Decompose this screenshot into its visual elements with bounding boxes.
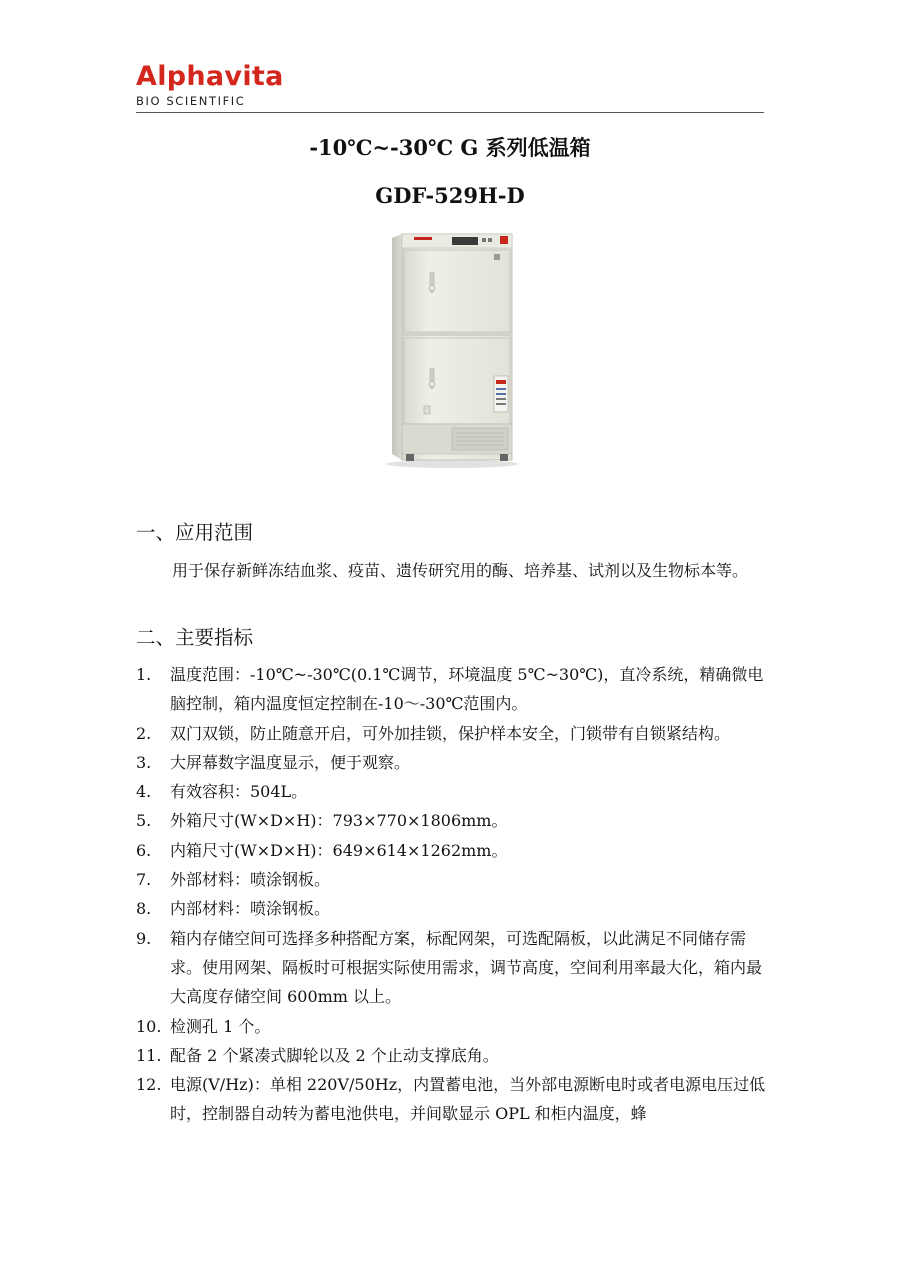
logo-tagline: BIO SCIENTIFIC xyxy=(136,94,246,108)
spec-text: 外部材料：喷涂钢板。 xyxy=(170,870,331,890)
header-divider xyxy=(136,112,764,113)
model-number: GDF-529H-D xyxy=(375,183,525,208)
section-heading-specifications: 二、主要指标 xyxy=(136,626,254,649)
spec-item xyxy=(136,836,766,865)
logo-wordmark: Alphavita xyxy=(136,61,284,92)
application-description: 用于保存新鲜冻结血浆、疫苗、遗传研究用的酶、培养基、试剂以及生物标本等。 xyxy=(172,561,749,580)
spec-text: 配备 2 个紧凑式脚轮以及 2 个止动支撑底角。 xyxy=(170,1045,499,1065)
spec-item xyxy=(136,1070,766,1129)
spec-item xyxy=(136,660,766,719)
company-logo xyxy=(136,62,284,108)
spec-number: 1. xyxy=(136,665,152,684)
section-heading-application: 一、应用范围 xyxy=(136,521,254,544)
spec-text: 箱内存储空间可选择多种搭配方案，标配网架，可选配隔板，以此满足不同储存需求。使用网架、隔板时可根据实际使用需求，调节高度，空间利用率最大化，箱内最大高度存储空间 600mm 以上。 xyxy=(170,928,763,1007)
spec-item xyxy=(136,1041,766,1070)
spec-number: 5. xyxy=(136,811,152,831)
spec-number: 6. xyxy=(136,840,152,860)
spec-text: 外箱尺寸(W×D×H)：793×770×1806mm。 xyxy=(170,811,508,831)
document-title: -10℃~-30℃ G 系列低温箱 xyxy=(309,135,591,160)
spec-number: 3. xyxy=(136,752,152,772)
spec-item xyxy=(136,894,766,923)
spec-item xyxy=(136,924,766,1012)
spec-number: 9. xyxy=(136,928,152,948)
spec-text: 内箱尺寸(W×D×H)：649×614×1262mm。 xyxy=(170,840,508,860)
freezer-illustration xyxy=(374,228,524,472)
freezer-product-image xyxy=(374,228,524,472)
spec-item xyxy=(136,777,766,806)
spec-number: 11. xyxy=(136,1045,162,1065)
spec-number: 4. xyxy=(136,782,152,802)
spec-text: 双门双锁，防止随意开启，可外加挂锁，保护样本安全，门锁带有自锁紧结构。 xyxy=(170,723,731,743)
specification-list xyxy=(136,660,766,1129)
spec-item xyxy=(136,1012,766,1041)
spec-number: 7. xyxy=(136,870,152,890)
spec-item xyxy=(136,806,766,835)
spec-text: 大屏幕数字温度显示，便于观察。 xyxy=(170,752,411,772)
spec-number: 2. xyxy=(136,723,152,743)
spec-number: 8. xyxy=(136,899,152,919)
spec-text: 有效容积：504L。 xyxy=(170,782,308,802)
spec-text: 检测孔 1 个。 xyxy=(170,1016,271,1036)
spec-number: 12. xyxy=(136,1075,162,1095)
spec-text: 电源(V/Hz)：单相 220V/50Hz，内置蓄电池，当外部电源断电时或者电源电压过低时，控制器自动转为蓄电池供电，并间歇显示 OPL 和柜内温度，蜂 xyxy=(170,1075,766,1124)
spec-text: 内部材料：喷涂钢板。 xyxy=(170,899,331,919)
spec-text: 温度范围：-10℃~-30℃(0.1℃调节，环境温度 5℃~30℃)，直冷系统，精确微电脑控制，箱内温度恒定控制在-10～-30℃范围内。 xyxy=(170,665,764,714)
spec-item xyxy=(136,748,766,777)
spec-item xyxy=(136,719,766,748)
spec-item xyxy=(136,865,766,894)
spec-number: 10. xyxy=(136,1016,162,1036)
